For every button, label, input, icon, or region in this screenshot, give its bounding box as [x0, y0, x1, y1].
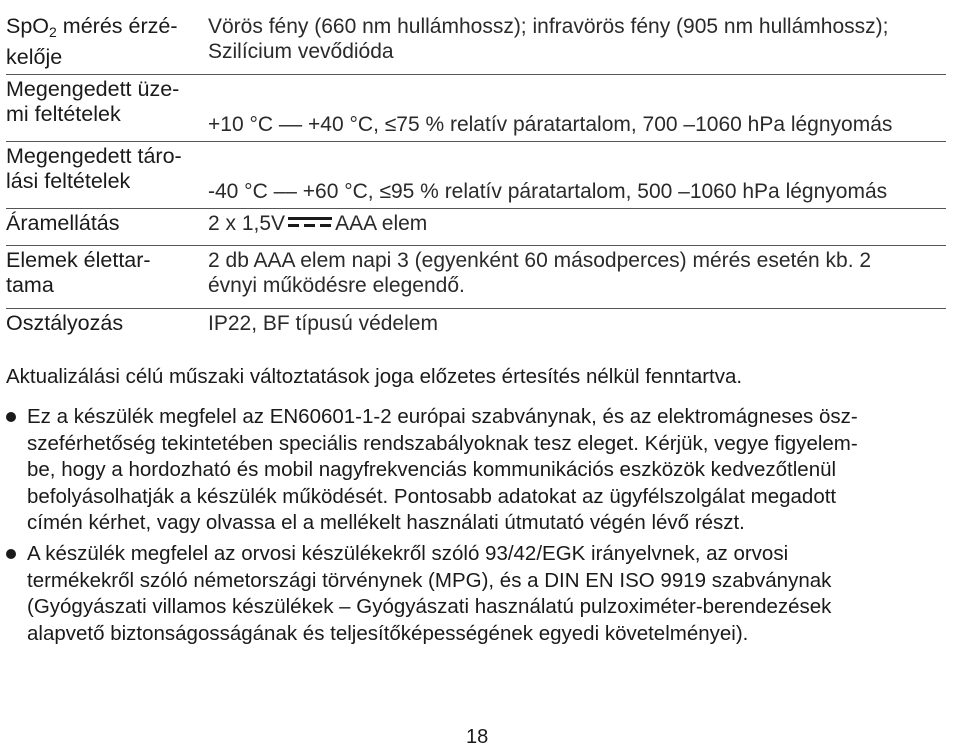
- bullet-item-emc-compliance: [6, 404, 936, 537]
- dc-current-icon: [288, 216, 332, 229]
- spec-value-text: 2 x 1,5V: [208, 212, 286, 235]
- page-number: 18: [466, 726, 489, 748]
- spec-value: [196, 209, 946, 245]
- spec-value-text: AAA elem: [335, 212, 428, 235]
- bullet-text: Ez a készülék megfelel az EN60601-1-2 európai szabványnak, és az elektromágneses ösz- szeférhetőség tekintetében speciális rendszabályoknak tesz eleget. Kérjük, vegye figyelem- be, hogy a hordozható és mobil nagyfrekvenciás kommunikációs eszközök kedvezőtlenül befolyásolhatják a készülék működését. Pontosabb adatokat az ügyfélszolgálat megadott címén kérhet, vagy olvassa el a mellékelt használati útmutató végén lévő részt.: [27, 405, 858, 535]
- spec-label: Megengedett üze- mi feltételek: [6, 77, 180, 126]
- spec-label-subscript: 2: [49, 24, 57, 40]
- bullet-text: A készülék megfelel az orvosi készülékekről szóló 93/42/EGK irányelvnek, az orvosi termékekről szóló németországi törvénynek (MPG), és a DIN EN ISO 9919 szabványnak (Gyógyászati villamos készülékek – Gyógyászati használatú pulzoximéter-berendezések alapvető biztonságosságának és teljesítőképességének egyedi követelményei).: [27, 541, 832, 645]
- spec-value: 2 db AAA elem napi 3 (egyenként 60 másodperces) mérés esetén kb. 2 évnyi működésre elegendő.: [208, 249, 872, 297]
- spec-label: Elemek élettar- tama: [6, 248, 151, 297]
- spec-label: Megengedett táro- lási feltételek: [6, 144, 182, 193]
- spec-value-text: -40 °C –– +60 °C, ≤95 % relatív páratartalom, 500 –1060 hPa légnyomás: [208, 180, 888, 203]
- spec-value: IP22, BF típusú védelem: [208, 312, 438, 335]
- spec-label-part: SpO: [6, 14, 50, 38]
- spec-row-storage-conditions: [6, 141, 946, 208]
- spec-row-spo2-sensor: [6, 12, 946, 74]
- update-notice: Aktualizálási célú műszaki változtatások joga előzetes értesítés nélkül fenntartva.: [6, 365, 743, 388]
- spec-label: [6, 12, 196, 74]
- spec-value: [196, 75, 946, 141]
- spec-value-text: +10 °C –– +40 °C, ≤75 % relatív páratartalom, 700 –1060 hPa légnyomás: [208, 113, 893, 136]
- spec-label: Áramellátás: [6, 211, 120, 235]
- spec-row-operating-conditions: [6, 74, 946, 141]
- spec-row-battery-life: [6, 245, 946, 308]
- specifications-table: [6, 12, 946, 341]
- bullet-item-medical-device-compliance: [6, 541, 936, 647]
- compliance-bullet-list: [6, 404, 936, 651]
- spec-row-power-supply: [6, 208, 946, 245]
- spec-label-part: mérés érzé- kelője: [6, 14, 178, 69]
- spec-value: Vörös fény (660 nm hullámhossz); infravörös fény (905 nm hullámhossz); Szilícium vevődióda: [208, 15, 889, 63]
- spec-label: Osztályozás: [6, 311, 124, 335]
- spec-value: [196, 142, 946, 208]
- spec-row-classification: [6, 308, 946, 341]
- bullet-dot-icon: [6, 549, 16, 559]
- bullet-dot-icon: [6, 412, 16, 422]
